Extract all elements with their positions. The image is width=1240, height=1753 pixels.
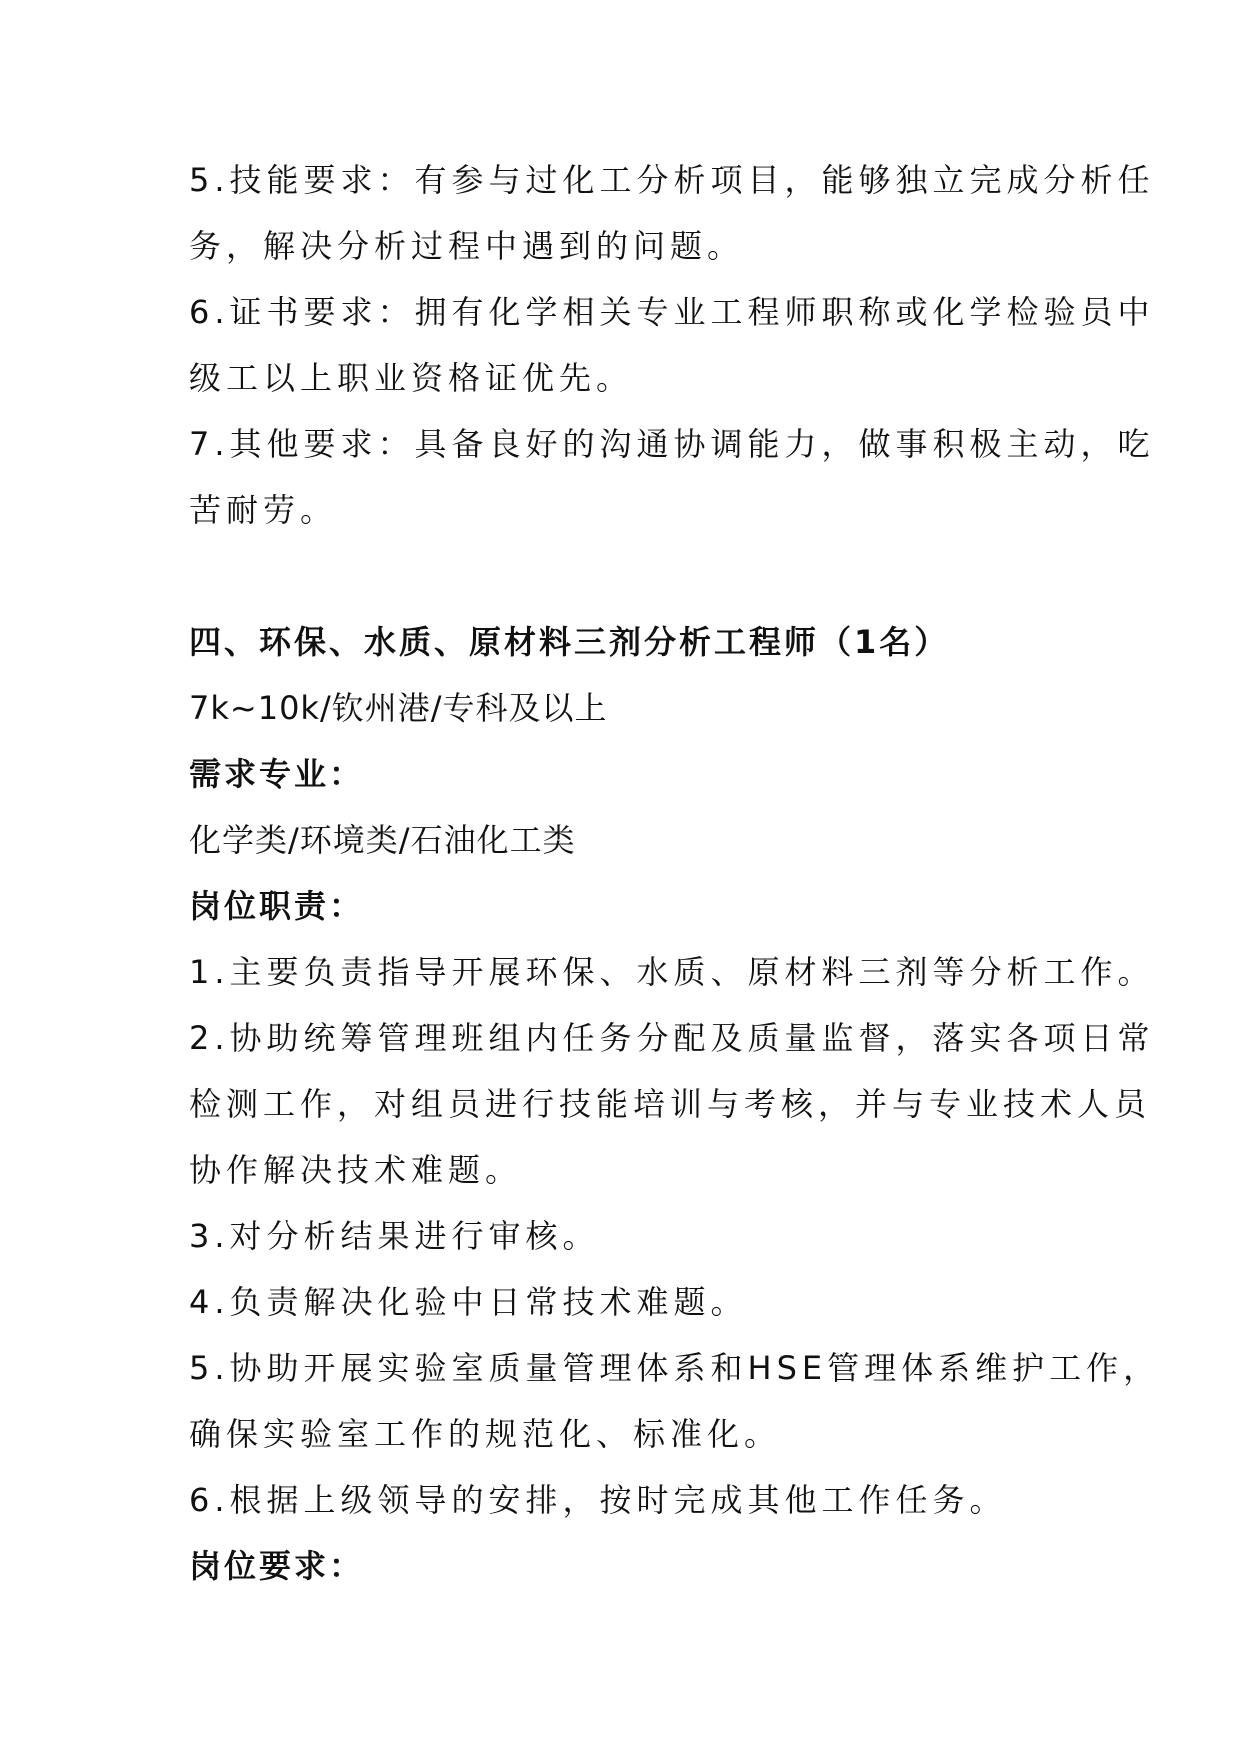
- certificate-requirement-line-2: 级工以上职业资格证优先。: [189, 359, 634, 397]
- requirements-heading: 岗位要求：: [189, 1547, 365, 1585]
- other-requirement-line-1: 7.其他要求：具备良好的沟通协调能力，做事积极主动，吃: [189, 425, 1155, 463]
- skill-requirement-line-2: 务，解决分析过程中遇到的问题。: [189, 227, 745, 265]
- duties-heading: 岗位职责：: [189, 887, 365, 925]
- duty-item-5-line-2: 确保实验室工作的规范化、标准化。: [189, 1415, 782, 1453]
- duty-item-3: 3.对分析结果进行审核。: [189, 1217, 600, 1255]
- duty-item-1: 1.主要负责指导开展环保、水质、原材料三剂等分析工作。: [189, 953, 1155, 991]
- section-heading: 四、环保、水质、原材料三剂分析工程师（1名）: [189, 623, 950, 661]
- skill-requirement-line-1: 5.技能要求：有参与过化工分析项目，能够独立完成分析任: [189, 161, 1155, 199]
- duty-item-4: 4.负责解决化验中日常技术难题。: [189, 1283, 748, 1321]
- certificate-requirement-line-1: 6.证书要求：拥有化学相关专业工程师职称或化学检验员中: [189, 293, 1155, 331]
- duty-item-2-line-3: 协作解决技术难题。: [189, 1151, 523, 1189]
- required-major-value: 化学类/环境类/石油化工类: [189, 821, 576, 859]
- duty-item-6: 6.根据上级领导的安排，按时完成其他工作任务。: [189, 1481, 1007, 1519]
- duty-item-2-line-2: 检测工作，对组员进行技能培训与考核，并与专业技术人员: [189, 1085, 1152, 1123]
- required-major-heading: 需求专业：: [189, 755, 365, 793]
- duty-item-2-line-1: 2.协助统筹管理班组内任务分配及质量监督，落实各项日常: [189, 1019, 1155, 1057]
- other-requirement-line-2: 苦耐劳。: [189, 491, 338, 529]
- salary-location-education: 7k~10k/钦州港/专科及以上: [189, 689, 608, 727]
- duty-item-5-line-1: 5.协助开展实验室质量管理体系和HSE管理体系维护工作，: [189, 1349, 1161, 1387]
